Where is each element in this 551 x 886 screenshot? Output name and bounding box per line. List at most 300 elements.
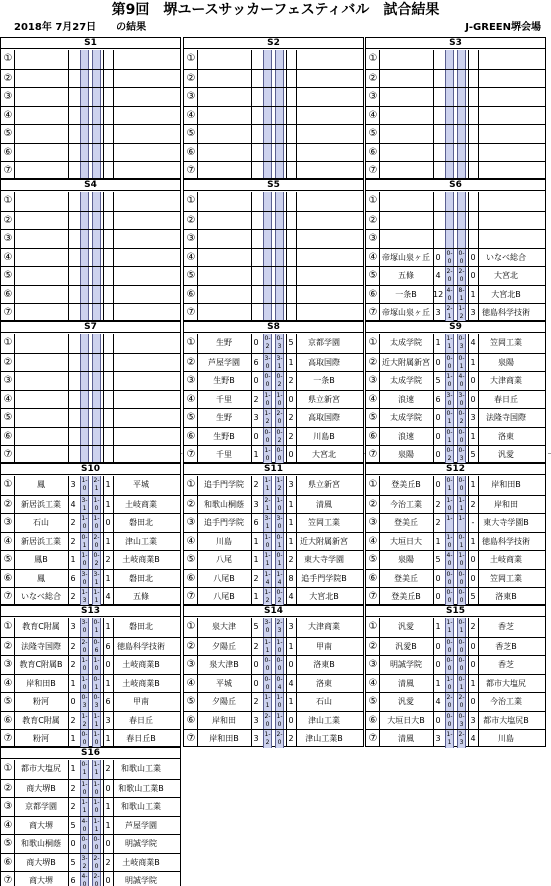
match-row bbox=[366, 161, 545, 180]
score-right: 0 bbox=[288, 715, 294, 725]
half-score-2: 0-1 bbox=[458, 533, 465, 549]
match-row bbox=[366, 495, 545, 514]
match-row bbox=[184, 637, 363, 656]
match-row bbox=[184, 550, 363, 569]
team-left: 芦屋学園 bbox=[208, 357, 240, 367]
team-right: 近大附属新宮 bbox=[300, 536, 348, 546]
match-number: ① bbox=[3, 763, 13, 774]
match-number: ③ bbox=[3, 233, 13, 245]
team-left: 和歌山桐蔭 bbox=[21, 839, 61, 849]
score-left: 1 bbox=[435, 678, 441, 688]
team-left: 登美丘B bbox=[391, 480, 421, 489]
match-row bbox=[184, 353, 363, 372]
match-row bbox=[1, 445, 180, 464]
score-left: 0 bbox=[253, 431, 259, 441]
score-left: 3 bbox=[253, 734, 259, 744]
team-left: 教育C附属 bbox=[22, 622, 60, 631]
match-row bbox=[184, 161, 363, 180]
page-title: 第9回 堺ユースサッカーフェスティバル 試合結果 bbox=[111, 2, 440, 18]
score-left: 2 bbox=[70, 641, 76, 651]
half-score-2: 8-1 bbox=[458, 286, 465, 302]
match-row bbox=[1, 303, 180, 322]
match-row bbox=[1, 495, 180, 514]
score-left: 2 bbox=[435, 518, 441, 528]
team-left: 大垣日大 bbox=[390, 536, 422, 546]
score-left: 1 bbox=[70, 764, 76, 773]
match-number: ③ bbox=[3, 801, 13, 813]
team-right: 岸和田 bbox=[494, 499, 518, 509]
half-score-1: 1-0 bbox=[81, 657, 88, 673]
half-score-2: 0-1 bbox=[93, 675, 100, 691]
half-score-1: 1-3 bbox=[81, 589, 88, 605]
match-number: ② bbox=[3, 72, 13, 84]
group-title: S8 bbox=[184, 322, 363, 333]
team-right: 石山 bbox=[316, 697, 332, 707]
score-right: 2 bbox=[288, 413, 294, 423]
score-right: 0 bbox=[470, 660, 476, 670]
half-score-2: 4-0 bbox=[458, 373, 465, 389]
half-score-1: 1-0 bbox=[446, 533, 453, 549]
team-right: 都市大塩尻B bbox=[483, 715, 529, 725]
score-right: 2 bbox=[105, 764, 111, 773]
match-row bbox=[184, 69, 363, 88]
match-row bbox=[1, 618, 180, 637]
score-left: 2 bbox=[253, 394, 259, 404]
match-row bbox=[184, 124, 363, 143]
half-score-2: 0-1 bbox=[276, 552, 283, 568]
team-right: 春日丘 bbox=[494, 394, 518, 404]
match-number: ⑤ bbox=[368, 128, 378, 140]
group-block-s11 bbox=[183, 463, 364, 605]
team-right: 津山工業B bbox=[305, 734, 343, 744]
half-score-1: 0-0 bbox=[446, 589, 453, 605]
team-right: 磐田北 bbox=[129, 573, 153, 583]
team-right: 春日丘 bbox=[129, 715, 153, 725]
match-number: ⑤ bbox=[3, 696, 13, 708]
score-left: 1 bbox=[253, 555, 259, 565]
match-row bbox=[366, 427, 545, 446]
half-score-1: 0-0 bbox=[264, 428, 271, 444]
match-row bbox=[1, 87, 180, 106]
half-score-2: 1-0 bbox=[276, 694, 283, 710]
score-right: 0 bbox=[105, 660, 111, 670]
team-right: 和歌山工業B bbox=[118, 783, 164, 793]
half-score-2: 3-0 bbox=[458, 391, 465, 407]
half-score-1: 1-1 bbox=[446, 731, 453, 747]
match-row bbox=[1, 285, 180, 304]
half-score-1: 1-1 bbox=[445, 334, 454, 353]
team-left: 泉陽 bbox=[398, 555, 414, 565]
team-left: 平城 bbox=[216, 678, 232, 688]
half-score-1: 1-0 bbox=[81, 552, 88, 568]
score-right: 2 bbox=[288, 555, 294, 565]
match-number: ④ bbox=[186, 535, 196, 547]
match-number: ④ bbox=[368, 677, 378, 689]
match-number: ⑤ bbox=[368, 696, 378, 708]
score-right: 1 bbox=[105, 499, 111, 509]
match-row bbox=[366, 513, 545, 532]
team-left: 粉河 bbox=[33, 734, 49, 744]
half-score-2: 2-0 bbox=[92, 872, 101, 886]
team-right: 今治工業 bbox=[490, 697, 522, 707]
team-left: 鳳 bbox=[37, 573, 45, 583]
team-left: 太成学院 bbox=[390, 413, 422, 423]
match-date: 2018年 7月27日 の結果 bbox=[14, 22, 147, 33]
team-right: 川島 bbox=[498, 734, 514, 744]
team-left: 今治工業 bbox=[390, 499, 422, 509]
group-block-s10 bbox=[0, 463, 181, 605]
match-row bbox=[366, 229, 545, 248]
match-row bbox=[1, 569, 180, 588]
group-title: S16 bbox=[1, 748, 180, 759]
match-number: ③ bbox=[186, 659, 196, 671]
score-left: 0 bbox=[435, 357, 441, 367]
team-left: 石山 bbox=[33, 518, 49, 528]
group-title: S6 bbox=[366, 180, 545, 191]
match-number: ④ bbox=[3, 251, 13, 263]
score-right: 0 bbox=[470, 394, 476, 404]
match-row bbox=[184, 445, 363, 464]
match-number: ③ bbox=[368, 233, 378, 245]
half-score-2: 1-0 bbox=[93, 657, 100, 673]
half-score-1: 0-0 bbox=[446, 657, 453, 673]
half-score-2: 1-1 bbox=[93, 817, 100, 833]
score-left: 0 bbox=[253, 660, 259, 670]
score-right: 3 bbox=[288, 480, 294, 489]
match-number: ⑥ bbox=[186, 572, 196, 584]
match-number: ⑥ bbox=[3, 146, 13, 158]
match-row bbox=[1, 816, 180, 835]
group-block-s6 bbox=[365, 179, 546, 321]
match-number: ④ bbox=[186, 393, 196, 405]
score-right: 0 bbox=[470, 641, 476, 651]
group-block-s16 bbox=[0, 747, 181, 886]
score-right: 0 bbox=[105, 839, 111, 849]
half-score-1: 2-0 bbox=[446, 694, 453, 710]
team-left: 新居浜工業 bbox=[21, 499, 61, 509]
match-row bbox=[1, 266, 180, 285]
match-row bbox=[366, 550, 545, 569]
score-right: 8 bbox=[288, 573, 294, 583]
match-number: ③ bbox=[3, 659, 13, 671]
group-title: S3 bbox=[366, 38, 545, 49]
match-number: ③ bbox=[368, 375, 378, 387]
score-left: 2 bbox=[70, 592, 76, 602]
match-number: ③ bbox=[368, 659, 378, 671]
half-score-2: 0-1 bbox=[276, 533, 283, 549]
match-number: ⑦ bbox=[3, 733, 13, 745]
match-row bbox=[184, 229, 363, 248]
half-score-1: 4-0 bbox=[80, 872, 89, 886]
half-score-1: 1-0 bbox=[264, 391, 271, 407]
team-left: 新居浜工業 bbox=[21, 536, 61, 546]
half-score-2: 1-4 bbox=[276, 570, 283, 586]
score-right: 1 bbox=[470, 480, 476, 489]
score-right: 1 bbox=[288, 536, 294, 546]
half-score-1: 0-0 bbox=[446, 249, 453, 265]
match-number: ④ bbox=[368, 251, 378, 263]
match-number: ② bbox=[186, 356, 196, 368]
match-row bbox=[1, 353, 180, 372]
match-row bbox=[184, 192, 363, 211]
match-number: ⑤ bbox=[186, 128, 196, 140]
half-score-2: 3-0 bbox=[276, 515, 283, 531]
half-score-2: 2-3 bbox=[275, 618, 284, 637]
match-number: ② bbox=[368, 72, 378, 84]
match-number: ③ bbox=[3, 375, 13, 387]
match-row bbox=[366, 87, 545, 106]
half-score-2: 2-0 bbox=[458, 268, 465, 284]
match-number: ⑦ bbox=[3, 165, 13, 177]
match-number: ① bbox=[368, 195, 378, 206]
half-score-2: 2-0 bbox=[93, 854, 100, 870]
group-title: S5 bbox=[184, 180, 363, 191]
team-left: 泉大津B bbox=[209, 660, 239, 670]
match-row bbox=[366, 211, 545, 230]
half-score-2: 1-1 bbox=[93, 589, 100, 605]
score-left: 0 bbox=[435, 450, 441, 460]
match-row bbox=[366, 353, 545, 372]
match-number: ⑥ bbox=[368, 430, 378, 442]
score-right: 0 bbox=[288, 450, 294, 460]
match-row bbox=[184, 655, 363, 674]
score-right: 1 bbox=[105, 480, 111, 489]
half-score-2: 1-1 bbox=[93, 712, 100, 728]
team-left: 和歌山桐蔭 bbox=[204, 499, 244, 509]
team-right: 県立新宮 bbox=[308, 394, 340, 404]
score-left: 1 bbox=[435, 536, 441, 546]
match-number: ④ bbox=[186, 677, 196, 689]
match-row bbox=[184, 106, 363, 125]
score-right: 5 bbox=[288, 338, 294, 347]
team-left: 汎愛 bbox=[398, 622, 414, 631]
match-row bbox=[1, 390, 180, 409]
half-score-1: 3-0 bbox=[80, 618, 89, 637]
team-left: 鳳B bbox=[34, 555, 48, 565]
half-score-1: 0-0 bbox=[264, 373, 271, 389]
match-row bbox=[366, 248, 545, 267]
score-right: 0 bbox=[105, 783, 111, 793]
match-number: ⑥ bbox=[3, 714, 13, 726]
score-left: 2 bbox=[253, 697, 259, 707]
match-row bbox=[1, 211, 180, 230]
match-row bbox=[366, 285, 545, 304]
match-number: ⑥ bbox=[3, 430, 13, 442]
team-right: 甲南 bbox=[133, 697, 149, 707]
match-row bbox=[184, 674, 363, 693]
half-score-2: 0-0 bbox=[458, 428, 465, 444]
team-right: 笠岡工業 bbox=[490, 338, 522, 347]
score-right: 1 bbox=[470, 357, 476, 367]
half-score-1: 0-1 bbox=[80, 760, 89, 779]
score-right: 2 bbox=[470, 499, 476, 509]
score-right: 0 bbox=[470, 555, 476, 565]
team-right: 香芝B bbox=[495, 641, 517, 651]
score-left: 2 bbox=[253, 573, 259, 583]
half-score-2: 0-3 bbox=[457, 334, 466, 353]
team-right: 徳島科学技術 bbox=[482, 308, 530, 318]
match-number: ⑥ bbox=[3, 572, 13, 584]
score-left: 12 bbox=[433, 289, 443, 299]
match-number: ⑥ bbox=[3, 288, 13, 300]
half-score-2: 2-0 bbox=[458, 694, 465, 710]
match-number: ① bbox=[368, 621, 378, 632]
team-left: 生野B bbox=[213, 376, 235, 386]
match-number: ① bbox=[186, 337, 196, 348]
team-right: 汎愛 bbox=[498, 450, 514, 460]
score-right: 0 bbox=[105, 876, 111, 886]
match-row bbox=[366, 445, 545, 464]
score-right: 0 bbox=[470, 573, 476, 583]
group-title: S11 bbox=[184, 464, 363, 475]
match-number: ② bbox=[3, 356, 13, 368]
match-row bbox=[1, 853, 180, 872]
match-number: ④ bbox=[186, 251, 196, 263]
half-score-1: 0-1 bbox=[445, 476, 454, 495]
score-left: 6 bbox=[70, 573, 76, 583]
half-score-1: 1-2 bbox=[264, 589, 271, 605]
group-title: S12 bbox=[366, 464, 545, 475]
score-left: 0 bbox=[435, 431, 441, 441]
match-number: ② bbox=[186, 640, 196, 652]
match-row bbox=[1, 760, 180, 779]
half-score-1: 1-1 bbox=[264, 552, 271, 568]
match-row bbox=[184, 50, 363, 69]
match-number: ② bbox=[186, 498, 196, 510]
team-left: 一条B bbox=[395, 289, 417, 299]
team-left: 太成学院 bbox=[390, 338, 422, 347]
score-right: 5 bbox=[470, 450, 476, 460]
score-right: 0 bbox=[105, 518, 111, 528]
match-row bbox=[366, 674, 545, 693]
team-right: 川島B bbox=[313, 431, 335, 441]
team-right: 磐田北 bbox=[129, 518, 153, 528]
half-score-1: 0-0 bbox=[446, 354, 453, 370]
score-right: 4 bbox=[470, 338, 476, 347]
match-row bbox=[366, 655, 545, 674]
score-right: 2 bbox=[288, 734, 294, 744]
team-left: いなべ総合 bbox=[21, 592, 61, 602]
match-row bbox=[1, 476, 180, 495]
team-right: 高取国際 bbox=[308, 413, 340, 423]
match-row bbox=[366, 587, 545, 606]
match-row bbox=[1, 408, 180, 427]
half-score-1: 0-0 bbox=[446, 570, 453, 586]
team-left: 八尾 bbox=[216, 555, 232, 565]
match-number: ③ bbox=[186, 91, 196, 103]
half-score-1: 2-1 bbox=[264, 496, 271, 512]
match-number: ① bbox=[3, 479, 13, 490]
score-left: 0 bbox=[435, 573, 441, 583]
half-score-1: 0-2 bbox=[446, 447, 453, 463]
match-row bbox=[366, 711, 545, 730]
team-right: 大宮北B bbox=[491, 289, 521, 299]
match-number: ② bbox=[186, 72, 196, 84]
score-right: 1 bbox=[288, 499, 294, 509]
match-row bbox=[184, 532, 363, 551]
team-right: 洛東B bbox=[313, 660, 335, 670]
match-number: ⑦ bbox=[3, 591, 13, 603]
score-right: 1 bbox=[288, 697, 294, 707]
score-right: 0 bbox=[470, 252, 476, 262]
half-score-2: 0-2 bbox=[458, 410, 465, 426]
team-right: 和歌山工業 bbox=[121, 764, 161, 773]
match-row bbox=[184, 513, 363, 532]
half-score-2: 1-0 bbox=[458, 552, 465, 568]
half-score-1: 0-0 bbox=[264, 657, 271, 673]
half-score-1: 1-0 bbox=[446, 496, 453, 512]
team-left: 教育C附属B bbox=[19, 660, 63, 670]
score-right: 2 bbox=[105, 555, 111, 565]
half-score-2: 0-0 bbox=[458, 657, 465, 673]
group-block-s14 bbox=[183, 605, 364, 747]
half-score-2: 3-1 bbox=[276, 354, 283, 370]
team-left: 岸和田 bbox=[212, 715, 236, 725]
team-left: 帝塚山泉ヶ丘 bbox=[382, 252, 430, 262]
match-row bbox=[184, 334, 363, 353]
score-left: 2 bbox=[70, 783, 76, 793]
score-right: 2 bbox=[288, 431, 294, 441]
half-score-2: 3-1 bbox=[93, 570, 100, 586]
match-row bbox=[184, 266, 363, 285]
team-right: 法隆寺国際 bbox=[486, 413, 526, 423]
match-number: ④ bbox=[368, 109, 378, 121]
match-row bbox=[184, 87, 363, 106]
half-score-2: 0-0 bbox=[457, 476, 466, 495]
match-number: ⑥ bbox=[368, 714, 378, 726]
score-left: 1 bbox=[253, 450, 259, 460]
half-score-2: 1- bbox=[457, 514, 466, 532]
team-left: 登美丘 bbox=[394, 518, 418, 528]
score-right: 1 bbox=[105, 734, 111, 744]
team-left: 帝塚山泉ヶ丘 bbox=[382, 308, 430, 318]
match-row bbox=[366, 637, 545, 656]
team-left: 汎愛 bbox=[398, 697, 414, 707]
half-score-1: 3-1 bbox=[81, 496, 88, 512]
match-number: ② bbox=[368, 498, 378, 510]
team-left: 商大堺 bbox=[29, 820, 53, 830]
score-right: - bbox=[471, 518, 475, 528]
score-right: 1 bbox=[470, 289, 476, 299]
match-number: ④ bbox=[3, 535, 13, 547]
half-score-2: 0-2 bbox=[276, 373, 283, 389]
group-title: S13 bbox=[1, 606, 180, 617]
team-left: 清風 bbox=[398, 734, 414, 744]
score-left: 0 bbox=[435, 480, 441, 489]
match-number: ⑦ bbox=[368, 307, 378, 319]
score-left: 1 bbox=[253, 536, 259, 546]
score-right: 1 bbox=[105, 573, 111, 583]
team-right: 京都学園 bbox=[308, 338, 340, 347]
half-score-2: 2-0 bbox=[276, 410, 283, 426]
team-left: 浪速 bbox=[398, 394, 414, 404]
match-row bbox=[184, 371, 363, 390]
score-left: 1 bbox=[70, 734, 76, 744]
half-score-2: 1-1 bbox=[458, 496, 465, 512]
half-score-2: 2-1 bbox=[92, 476, 101, 495]
match-number: ① bbox=[368, 53, 378, 64]
score-left: 2 bbox=[70, 536, 76, 546]
match-number: ④ bbox=[368, 393, 378, 405]
match-number: ④ bbox=[3, 393, 13, 405]
team-left: 太成学院 bbox=[390, 376, 422, 386]
score-left: 0 bbox=[435, 715, 441, 725]
half-score-1: 1-0 bbox=[80, 476, 89, 495]
group-block-s2 bbox=[183, 37, 364, 179]
match-row bbox=[1, 334, 180, 353]
group-block-s8 bbox=[183, 321, 364, 463]
team-left: 五條 bbox=[398, 271, 414, 281]
